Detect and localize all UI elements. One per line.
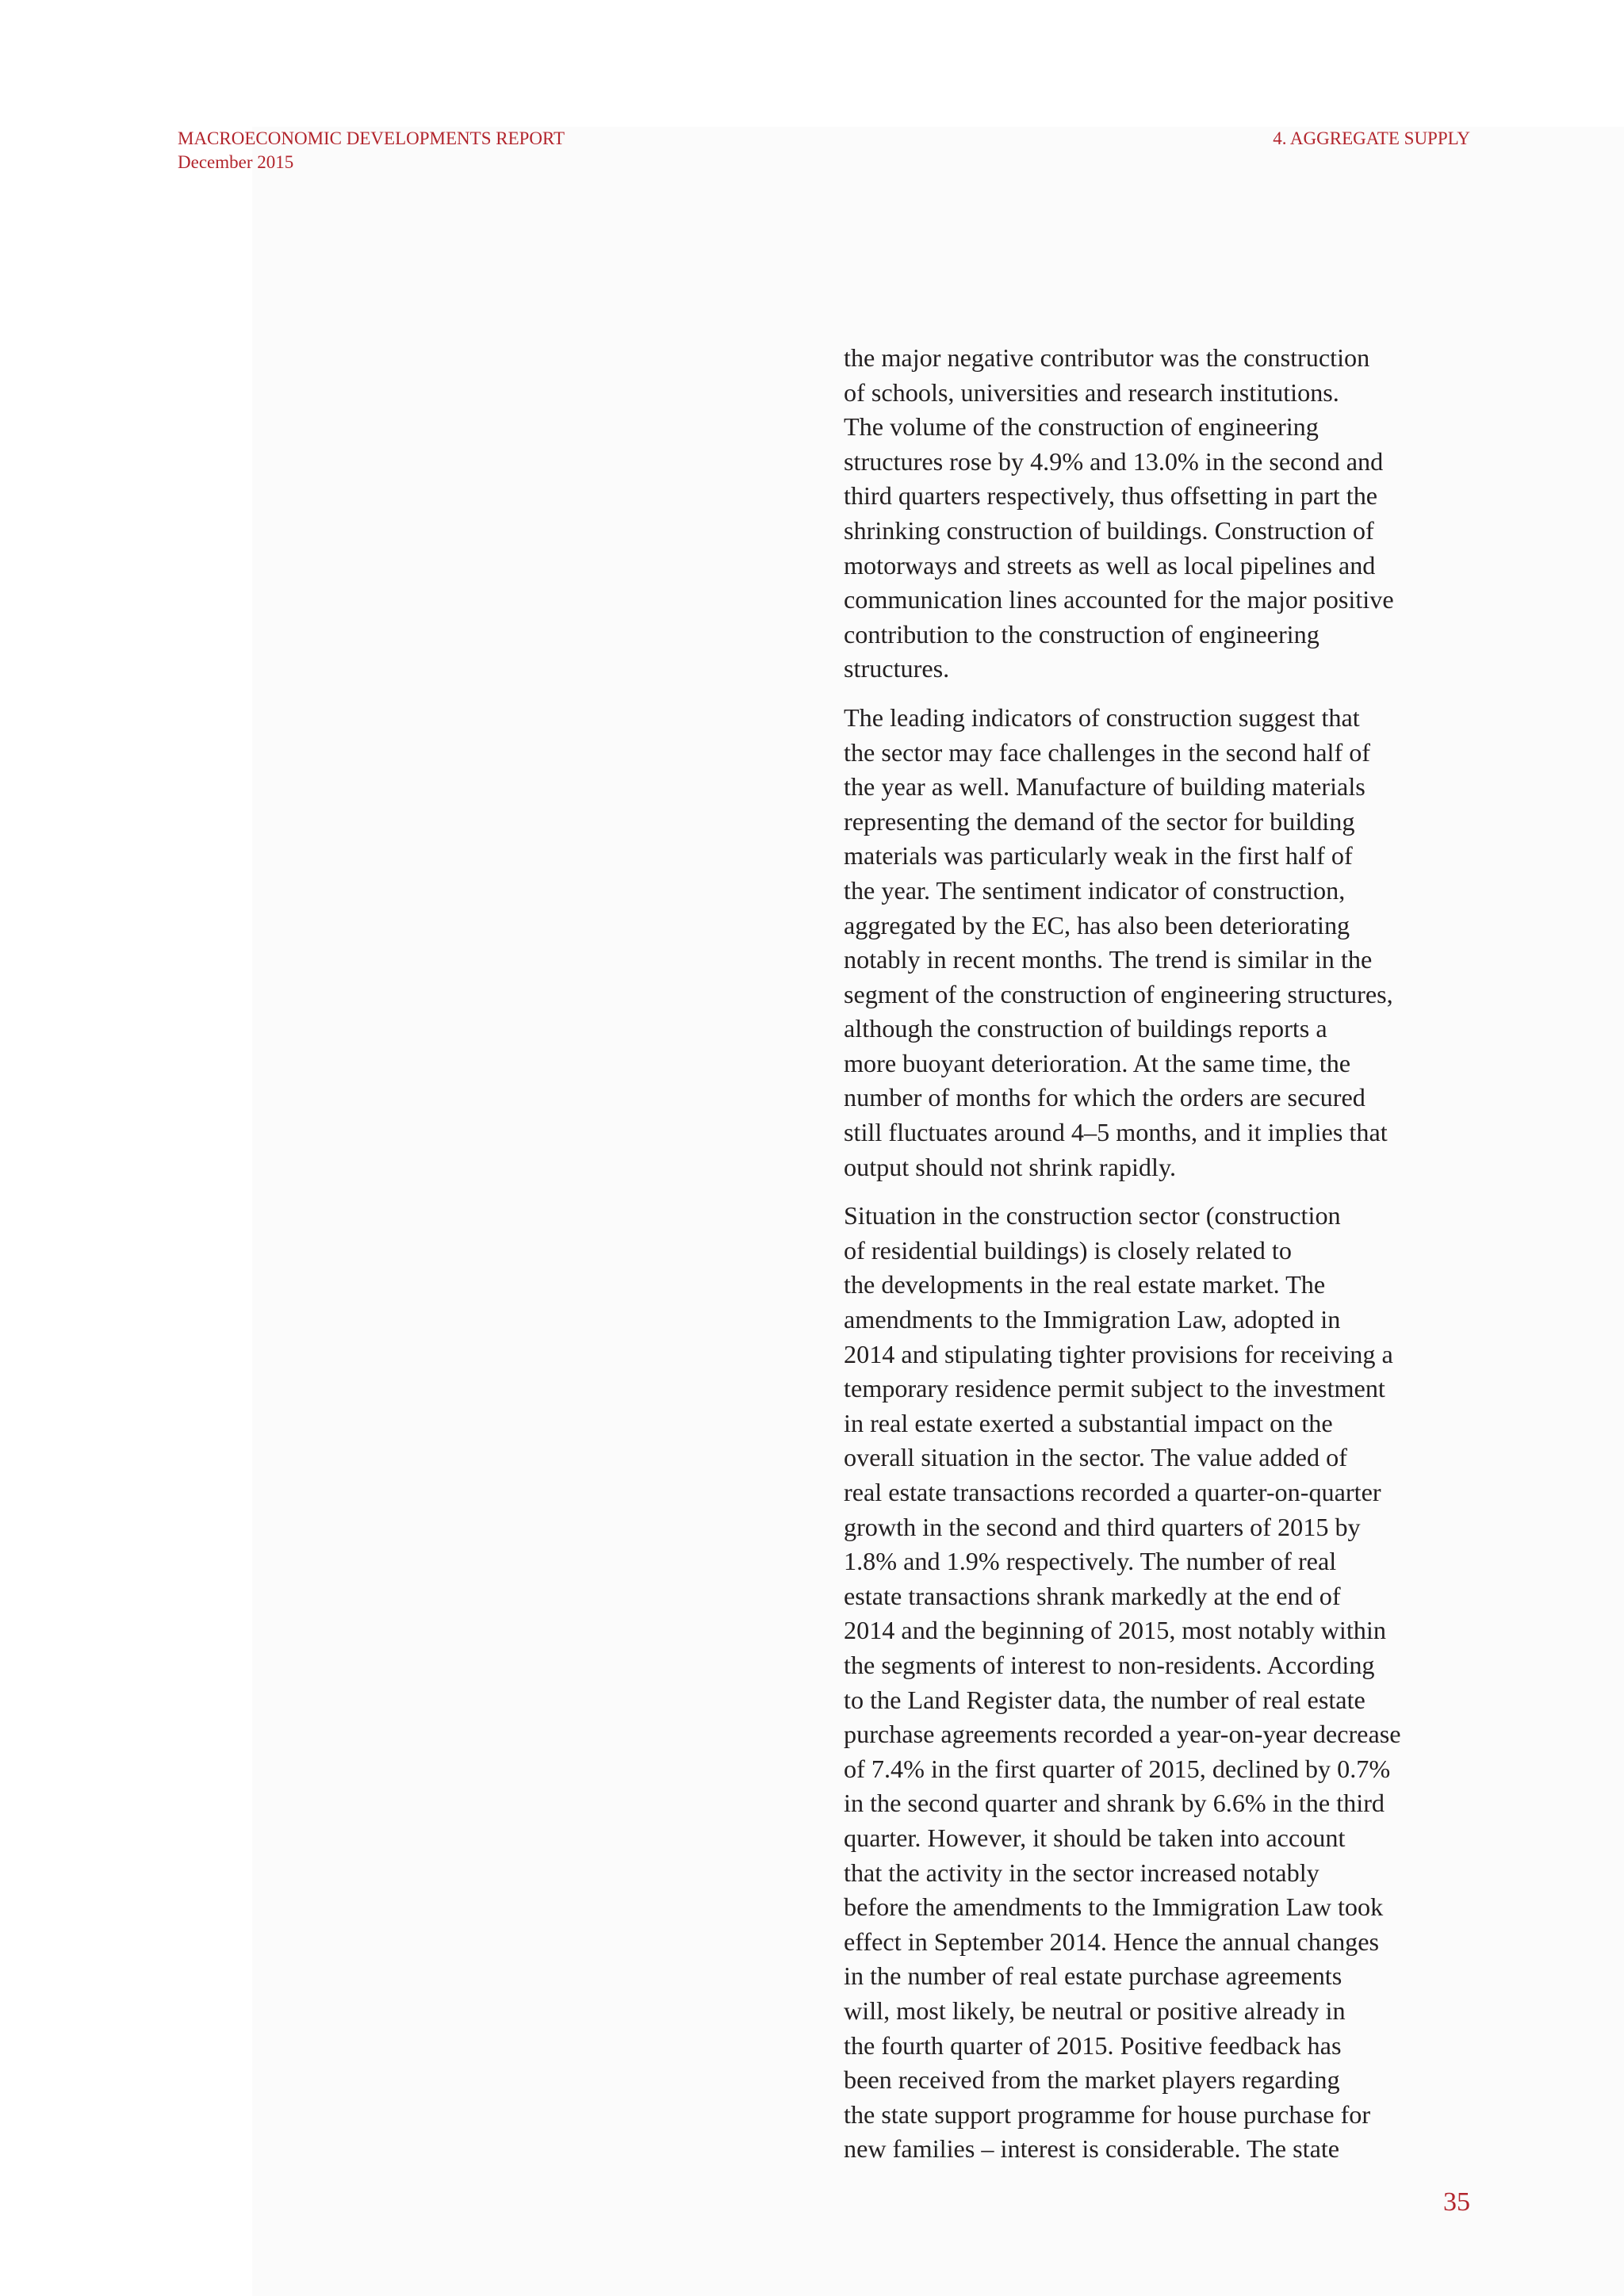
text-line: 2014 and stipulating tighter provisions for receiving a xyxy=(844,1339,1393,1368)
text-line: the sector may face challenges in the second half of xyxy=(844,737,1371,767)
text-line: to the Land Register data, the number of real estate xyxy=(844,1685,1365,1714)
body-paragraph xyxy=(844,341,1478,687)
text-line: in the second quarter and shrank by 6.6% in the third xyxy=(844,1789,1385,1818)
text-line: in the number of real estate purchase agreements xyxy=(844,1961,1342,1991)
section-title: 4. AGGREGATE SUPPLY xyxy=(1273,128,1470,148)
body-paragraph xyxy=(844,701,1478,1184)
text-line: of residential buildings) is closely related to xyxy=(844,1235,1292,1265)
text-line: output should not shrink rapidly. xyxy=(844,1152,1177,1181)
report-date: December 2015 xyxy=(178,152,294,172)
text-line: 1.8% and 1.9% respectively. The number of real xyxy=(844,1547,1337,1576)
text-line: still fluctuates around 4–5 months, and it implies that xyxy=(844,1118,1388,1147)
text-line: of 7.4% in the first quarter of 2015, declined by 0.7% xyxy=(844,1754,1391,1783)
text-line: although the construction of buildings reports a xyxy=(844,1014,1327,1043)
text-line: communication lines accounted for the major positive xyxy=(844,585,1394,614)
text-line: motorways and streets as well as local pipelines and xyxy=(844,550,1376,580)
text-line: structures rose by 4.9% and 13.0% in the second and xyxy=(844,446,1384,476)
text-line: 2014 and the beginning of 2015, most notably within xyxy=(844,1616,1386,1645)
text-line: the segments of interest to non-residents. According xyxy=(844,1650,1375,1679)
text-line: shrinking construction of buildings. Construction of xyxy=(844,515,1374,545)
text-line: of schools, universities and research institutions. xyxy=(844,377,1339,407)
text-line: quarter. However, it should be taken into account xyxy=(844,1823,1346,1852)
text-line: aggregated by the EC, has also been deteriorating xyxy=(844,910,1350,939)
text-line: been received from the market players regarding xyxy=(844,2065,1340,2095)
text-line: the developments in the real estate market. The xyxy=(844,1270,1326,1299)
text-line: in real estate exerted a substantial impact on the xyxy=(844,1408,1333,1437)
text-line: third quarters respectively, thus offsetting in part the xyxy=(844,481,1378,511)
text-line: The leading indicators of construction suggest that xyxy=(844,702,1360,732)
text-line: that the activity in the sector increased notably xyxy=(844,1858,1320,1887)
page-number: 35 xyxy=(1443,2187,1470,2217)
text-line: notably in recent months. The trend is similar in the xyxy=(844,945,1373,974)
text-line: will, most likely, be neutral or positive already in xyxy=(844,1996,1346,2025)
text-line: the year as well. Manufacture of building materials xyxy=(844,772,1365,802)
text-line: number of months for which the orders are secured xyxy=(844,1083,1365,1112)
text-line: more buoyant deterioration. At the same time, the xyxy=(844,1048,1351,1077)
text-line: contribution to the construction of engineering xyxy=(844,619,1320,649)
text-line: new families – interest is considerable. The state xyxy=(844,2134,1340,2164)
body-paragraph xyxy=(844,1199,1478,2167)
text-line: amendments to the Immigration Law, adopted in xyxy=(844,1305,1341,1334)
text-line: Situation in the construction sector (construction xyxy=(844,1201,1341,1230)
report-title: MACROECONOMIC DEVELOPMENTS REPORT xyxy=(178,128,565,148)
text-line: real estate transactions recorded a quarter-on-quarter xyxy=(844,1478,1381,1506)
text-line: The volume of the construction of engineering xyxy=(844,412,1319,442)
text-line: representing the demand of the sector for building xyxy=(844,806,1355,836)
running-header-right xyxy=(1273,127,1470,151)
text-line: temporary residence permit subject to the investment xyxy=(844,1374,1385,1403)
text-line: growth in the second and third quarters of 2015 by xyxy=(844,1512,1361,1541)
text-line: before the amendments to the Immigration Law took xyxy=(844,1892,1384,1922)
body-text-column xyxy=(844,341,1478,2181)
text-line: structures. xyxy=(844,654,950,683)
text-line: the year. The sentiment indicator of construction, xyxy=(844,875,1346,905)
text-line: purchase agreements recorded a year-on-year decrease xyxy=(844,1720,1401,1749)
text-line: the state support programme for house purchase for xyxy=(844,2099,1371,2129)
text-line: overall situation in the sector. The value added of xyxy=(844,1443,1347,1472)
text-line: estate transactions shrank markedly at the end of xyxy=(844,1581,1341,1610)
text-line: materials was particularly weak in the first half of xyxy=(844,841,1353,871)
text-line: effect in September 2014. Hence the annual changes xyxy=(844,1927,1380,1956)
text-line: the fourth quarter of 2015. Positive feedback has xyxy=(844,2030,1342,2060)
text-line: segment of the construction of engineering structures, xyxy=(844,979,1393,1008)
running-header-left xyxy=(178,127,565,174)
text-line: the major negative contributor was the construction xyxy=(844,343,1370,372)
